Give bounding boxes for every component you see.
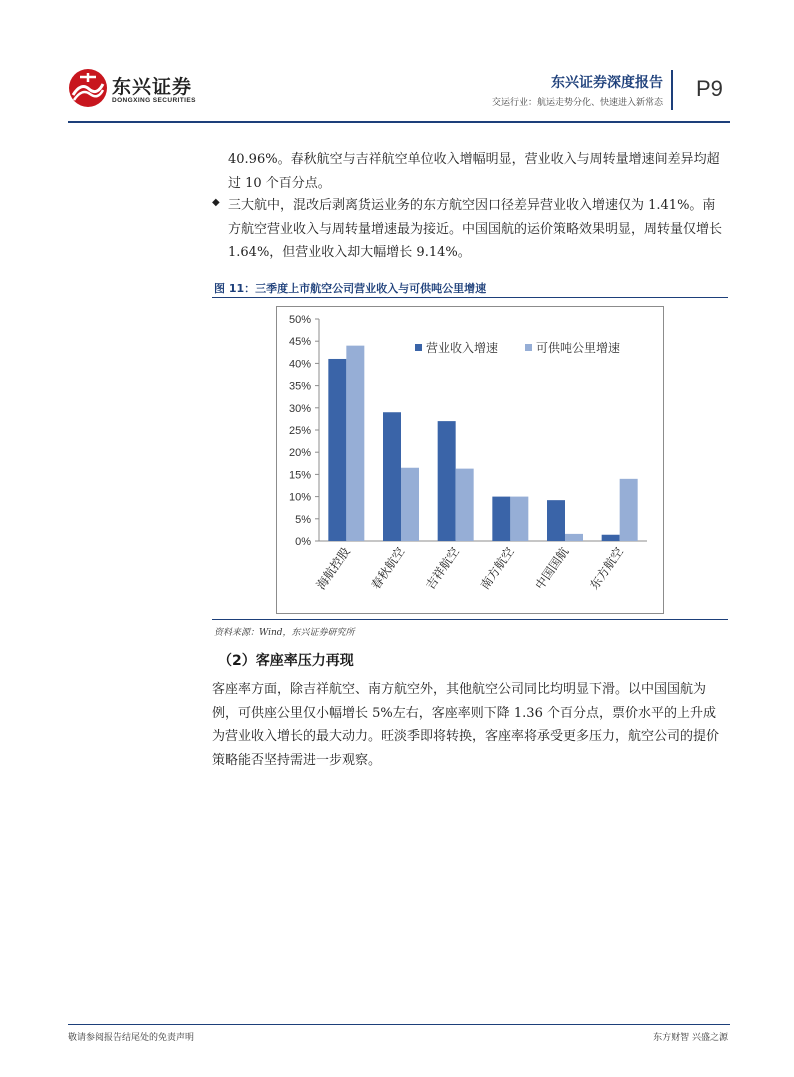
footer-slogan: 东方财智 兴盛之源 (653, 1033, 728, 1043)
chart-canvas (277, 307, 663, 613)
legend-swatch (415, 344, 422, 351)
x-tick-label: 春秋航空 (368, 544, 408, 593)
y-tick-label: 10% (288, 491, 311, 504)
paragraph-3: 客座率方面，除吉祥航空、南方航空外，其他航空公司同比均明显下滑。以中国国航为例，可供座公里仅小幅增长 5%左右，客座率则下降 1.36 个百分点，票价水平的上升成为营业收入增长的最大动力。旺淡季即将转换，客座率将承受更多压力，航空公司的提价策略能否坚持需进一步观察。 (212, 682, 720, 768)
footer-rule (68, 1024, 730, 1025)
y-tick-label: 45% (288, 336, 311, 349)
company-logo (68, 68, 196, 110)
report-subtitle: 交运行业：航运走势分化、快速进入新常态 (491, 98, 663, 108)
figure-rule-top (212, 297, 728, 298)
bar-可供吨公里增速-中国国航 (565, 534, 583, 541)
bar-可供吨公里增速-春秋航空 (401, 468, 419, 541)
report-title: 东兴证券深度报告 (551, 75, 663, 91)
y-tick-label: 50% (288, 314, 311, 326)
bar-可供吨公里增速-吉祥航空 (456, 469, 474, 541)
y-tick-label: 35% (288, 380, 311, 393)
y-tick-label: 15% (288, 469, 311, 482)
bar-营业收入增速-海航控股 (328, 359, 346, 541)
x-tick-label: 南方航空 (477, 544, 517, 593)
x-tick-label: 中国国航 (532, 544, 572, 593)
figure-rule-bottom (212, 619, 728, 620)
x-tick-label: 吉祥航空 (423, 544, 463, 593)
figure-title: 图 11：三季度上市航空公司营业收入与可供吨公里增速 (214, 282, 487, 295)
header-divider (671, 70, 673, 110)
legend-label: 营业收入增速 (426, 341, 499, 355)
logo-text-cn: 东兴证券 (112, 76, 193, 98)
footer-disclaimer: 敬请参阅报告结尾处的免责声明 (68, 1033, 195, 1043)
page-number: P9 (696, 76, 723, 101)
bar-可供吨公里增速-海航控股 (346, 346, 364, 541)
x-tick-label: 东方航空 (587, 544, 627, 593)
bullet-icon: ◆ (212, 197, 220, 208)
logo-text-en: DONGXING SECURITIES (112, 97, 196, 104)
legend-label: 可供吨公里增速 (536, 341, 621, 355)
y-tick-label: 5% (295, 513, 311, 526)
bar-营业收入增速-吉祥航空 (438, 421, 456, 541)
x-tick-label: 海航控股 (313, 544, 353, 593)
paragraph-2: 三大航中，混改后剥离货运业务的东方航空因口径差异营业收入增速仅为 1.41%。南方航空营业收入与周转量增速最为接近。中国国航的运价策略效果明显，周转量仅增长 1.64%，但营业收入却大幅增长 9.14%。 (228, 198, 723, 260)
y-tick-label: 0% (295, 536, 311, 548)
figure-source: 资料来源：Wind，东兴证券研究所 (214, 628, 355, 638)
bar-营业收入增速-南方航空 (492, 497, 510, 541)
y-tick-label: 20% (288, 447, 311, 460)
bar-可供吨公里增速-南方航空 (510, 497, 528, 541)
bar-chart (276, 306, 664, 614)
y-tick-label: 40% (288, 358, 311, 371)
legend-swatch (525, 344, 532, 351)
bar-营业收入增速-春秋航空 (383, 412, 401, 541)
bar-可供吨公里增速-东方航空 (620, 479, 638, 541)
logo-emblem-icon (68, 68, 108, 108)
paragraph-1: 40.96%。春秋航空与吉祥航空单位收入增幅明显，营业收入与周转量增速间差异均超过 10 个百分点。 (228, 152, 720, 191)
bar-营业收入增速-中国国航 (547, 500, 565, 541)
y-tick-label: 30% (288, 402, 311, 415)
section-heading: （2）客座率压力再现 (218, 653, 354, 669)
bar-营业收入增速-东方航空 (602, 535, 620, 541)
header-rule (68, 121, 730, 123)
y-tick-label: 25% (288, 425, 311, 437)
